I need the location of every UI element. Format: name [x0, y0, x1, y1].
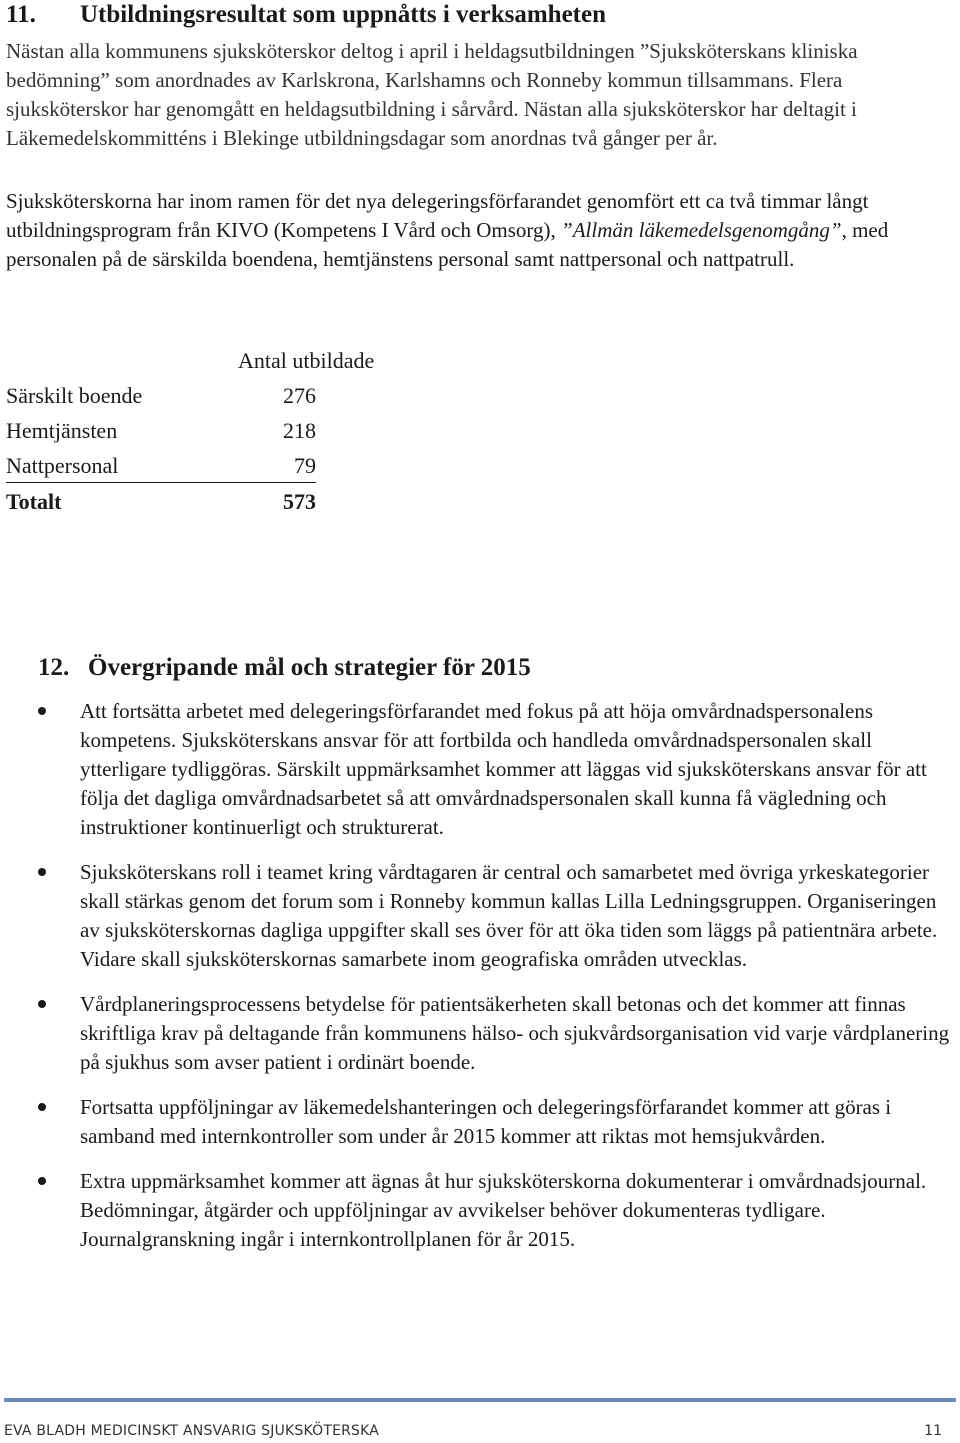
table-row-value: 79 [294, 453, 316, 478]
section-11-title: Utbildningsresultat som uppnåtts i verksamheten [80, 1, 607, 28]
table-row-label: Hemtjänsten [6, 418, 118, 443]
section-12-heading [38, 652, 531, 684]
list-item-text: Fortsatta uppföljningar av läkemedelshanteringen och delegeringsförfarandet kommer att göras i samband med internkontroller som under år 2015 kommer att riktas mot hemsjukvården. [80, 1095, 892, 1148]
table-row [6, 448, 316, 483]
table-row-label: Nattpersonal [6, 453, 119, 478]
list-item [0, 1167, 960, 1254]
list-item [0, 697, 960, 842]
footer-page-number: 11 [924, 1423, 942, 1439]
table-header [6, 343, 375, 378]
table-total-row [6, 484, 316, 519]
section-11-number: 11. [6, 1, 36, 28]
footer-divider [4, 1398, 956, 1402]
bullet-icon [38, 1177, 46, 1185]
bullet-icon [38, 1103, 46, 1111]
table-row-label: Särskilt boende [6, 383, 143, 408]
paragraph-2-text-end: , med personalen på de särskilda boendena, hemtjänstens personal samt nattpersonal och nattpatrull. [6, 218, 889, 271]
table-row [6, 378, 316, 413]
list-item [0, 858, 960, 974]
table-row-value: 276 [283, 383, 316, 408]
section-11-heading [6, 0, 606, 30]
section-12-title: Övergripande mål och strategier för 2015 [88, 654, 531, 681]
paragraph-2-text-start: Sjuksköterskorna har inom ramen för det nya delegeringsförfarandet genomfört ett ca två timmar långt utbildningsprogram från KIVO (Kompetens I Vård och Omsorg), [6, 189, 869, 242]
list-item-text: Extra uppmärksamhet kommer att ägnas åt hur sjuksköterskorna dokumenterar i omvårdnadsjournal. Bedömningar, åtgärder och uppföljningar av avvikelser behöver dokumenteras tydligare. Journalgranskning ingår i internkontrollplanen för år 2015. [80, 1169, 927, 1251]
section-11-paragraph-1: Nästan alla kommunens sjuksköterskor deltog i april i heldagsutbildningen ”Sjuksköterskans kliniska bedömning” som anordnades av Karlskrona, Karlshamns och Ronneby kommun tillsammans. Flera sjuksköterskor har genomgått en heldagsutbildning i sårvård. Nästan alla sjuksköterskor har deltagit i Läkemedelskommitténs i Blekinge utbildningsdagar som anordnas två gånger per år. [6, 39, 858, 150]
training-count-table [6, 343, 375, 519]
list-item-text: Sjuksköterskans roll i teamet kring vårdtagaren är central och samarbetet med övriga yrkeskategorier skall stärkas genom det forum som i Ronneby kommun kallas Lilla Ledningsgruppen. Organiseringen av sjuksköterskornas dagliga uppgifter skall ses över för att öka tiden som läggs på patientnära arbete. Vidare skall sjuksköterskornas samarbete inom geografiska områden utvecklas. [80, 860, 938, 971]
paragraph-2-italic-title: ”Allmän läkemedelsgenomgång” [561, 218, 842, 242]
table-row [6, 413, 316, 448]
bullet-icon [38, 868, 46, 876]
bullet-icon [38, 1000, 46, 1008]
table-total-label: Totalt [6, 489, 62, 514]
footer-author: EVA BLADH MEDICINSKT ANSVARIG SJUKSKÖTERSKA [4, 1423, 380, 1439]
table-total-value: 573 [283, 489, 316, 514]
list-item-text: Att fortsätta arbetet med delegeringsförfarandet med fokus på att höja omvårdnadspersonalens kompetens. Sjuksköterskans ansvar för att fortbilda och handleda omvårdnadspersonalen skall ytterligare tydliggöras. Särskilt uppmärksamhet kommer att läggas vid sjuksköterskans ansvar för att följa det dagliga omvårdnadsarbetet så att omvårdnadspersonalen skall kunna få vägledning och instruktioner kontinuerligt och strukturerat. [80, 699, 927, 839]
table-row-value: 218 [283, 418, 316, 443]
table-header-label: Antal utbildade [238, 348, 375, 373]
list-item-text: Vårdplaneringsprocessens betydelse för patientsäkerheten skall betonas och det kommer att finnas skriftliga krav på deltagande från kommunens hälso- och sjukvårdsorganisation vid varje vårdplanering på sjukhus som avser patient i ordinärt boende. [80, 992, 950, 1074]
bullet-icon [38, 707, 46, 715]
section-12-number: 12. [38, 654, 70, 681]
strategy-bullet-list [0, 697, 960, 1270]
section-11-paragraph-2 [6, 187, 954, 274]
list-item [0, 990, 960, 1077]
list-item [0, 1093, 960, 1151]
